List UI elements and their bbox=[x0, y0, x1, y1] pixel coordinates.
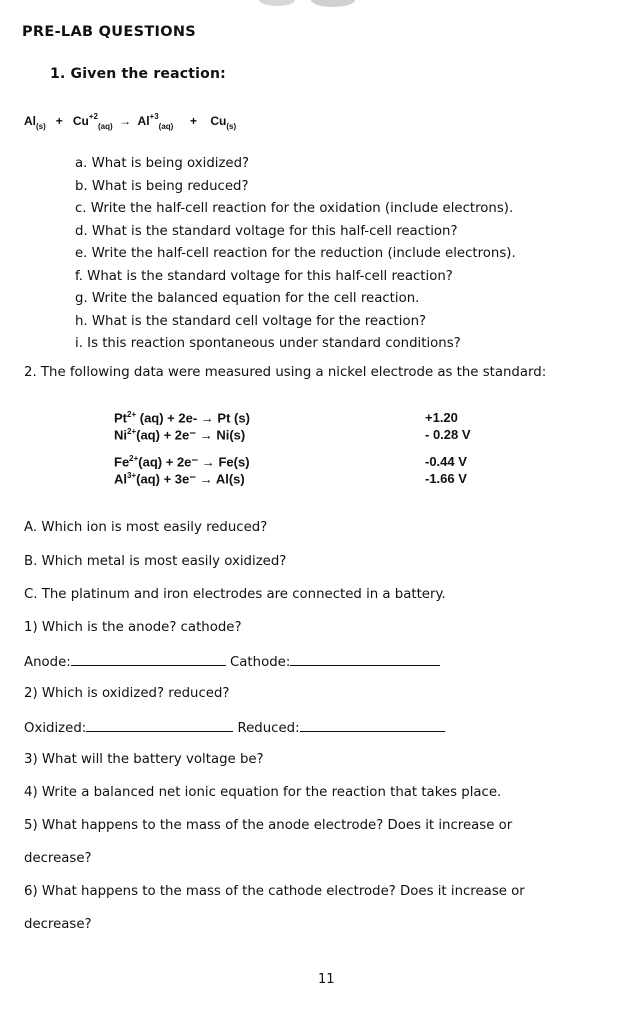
question-2c-4: 4) Write a balanced net ionic equation for the reaction that takes place. bbox=[24, 785, 502, 800]
anode-cathode-row bbox=[24, 653, 440, 670]
question-1-subquestions bbox=[75, 153, 516, 356]
subquestion-h: h. What is the standard cell voltage for the reaction? bbox=[75, 313, 427, 329]
subquestion-b: b. What is being reduced? bbox=[75, 178, 249, 194]
question-2c-5-line-2: decrease? bbox=[24, 851, 92, 866]
product-cu-state: (s) bbox=[226, 122, 237, 132]
plus-sign: + bbox=[190, 114, 198, 128]
cu-ion-state: (aq) bbox=[97, 122, 113, 132]
question-2c-6-line-1: 6) What happens to the mass of the cathode electrode? Does it increase or bbox=[24, 884, 525, 899]
half-reaction-pt bbox=[114, 410, 250, 425]
question-2c-1: 1) Which is the anode? cathode? bbox=[24, 620, 242, 635]
ion-charge: 2+ bbox=[127, 410, 137, 419]
reduced-label: Reduced: bbox=[237, 721, 300, 736]
oxidized-reduced-row bbox=[24, 719, 445, 736]
anode-label: Anode: bbox=[24, 655, 71, 670]
voltage-pt: +1.20 bbox=[425, 410, 458, 425]
question-2a: A. Which ion is most easily reduced? bbox=[24, 520, 268, 535]
question-2c-2: 2) Which is oxidized? reduced? bbox=[24, 686, 230, 701]
page-number: 11 bbox=[318, 972, 335, 987]
page-title: PRE-LAB QUESTIONS bbox=[22, 24, 197, 40]
oxidized-answer-blank[interactable] bbox=[86, 719, 233, 732]
subquestion-c: c. Write the half-cell reaction for the oxidation (include electrons). bbox=[75, 201, 514, 216]
product-cu: Cu bbox=[210, 114, 227, 128]
ion-charge: 2+ bbox=[127, 427, 137, 436]
half-reaction-text: (aq) + 2e⁻ → Ni(s) bbox=[136, 427, 246, 443]
plus-sign: + bbox=[55, 114, 63, 128]
top-decorative-logos bbox=[255, 0, 365, 8]
voltage-al: -1.66 V bbox=[425, 471, 467, 486]
al-ion-charge: +3 bbox=[149, 112, 159, 121]
anode-answer-blank[interactable] bbox=[71, 653, 226, 666]
subquestion-f: f. What is the standard voltage for this half-cell reaction? bbox=[75, 268, 453, 284]
half-reaction-text: (aq) + 2e- → Pt (s) bbox=[136, 410, 250, 426]
cathode-answer-blank[interactable] bbox=[290, 653, 440, 666]
reaction-arrow: → bbox=[119, 114, 132, 128]
product-al-ion: Al bbox=[137, 114, 150, 128]
ion-symbol: Al bbox=[114, 471, 127, 487]
question-2b: B. Which metal is most easily oxidized? bbox=[24, 554, 287, 569]
question-1-header bbox=[50, 66, 226, 82]
subquestion-d: d. What is the standard voltage for this half-cell reaction? bbox=[75, 223, 458, 239]
ion-charge: 3+ bbox=[127, 471, 137, 480]
reactant-al-state: (s) bbox=[36, 122, 46, 132]
question-2c-3: 3) What will the battery voltage be? bbox=[24, 752, 264, 767]
question-2c: C. The platinum and iron electrodes are connected in a battery. bbox=[24, 587, 446, 602]
half-reaction-text: (aq) + 2e⁻ → Fe(s) bbox=[138, 454, 250, 470]
ion-charge: 2+ bbox=[129, 454, 139, 463]
ion-symbol: Fe bbox=[114, 454, 130, 470]
question-1-number: 1. bbox=[50, 66, 66, 82]
half-reaction-al bbox=[114, 471, 245, 487]
subquestion-e: e. Write the half-cell reaction for the reduction (include electrons). bbox=[75, 246, 516, 261]
subquestion-g: g. Write the balanced equation for the cell reaction. bbox=[75, 291, 420, 306]
subquestion-i: i. Is this reaction spontaneous under standard conditions? bbox=[75, 336, 461, 351]
question-2-prompt: 2. The following data were measured using a nickel electrode as the standard: bbox=[24, 365, 547, 380]
subquestion-a: a. What is being oxidized? bbox=[75, 156, 250, 171]
voltage-fe: -0.44 V bbox=[425, 454, 467, 469]
half-reaction-text: (aq) + 3e⁻ → Al(s) bbox=[136, 471, 245, 487]
al-ion-state: (aq) bbox=[158, 122, 174, 132]
cu-ion-charge: +2 bbox=[88, 112, 98, 121]
question-2c-5-line-1: 5) What happens to the mass of the anode electrode? Does it increase or bbox=[24, 818, 513, 833]
reactant-cu-ion: Cu bbox=[72, 114, 89, 128]
question-1-prompt: Given the reaction: bbox=[70, 66, 226, 82]
reaction-equation bbox=[24, 113, 236, 130]
reduced-answer-blank[interactable] bbox=[300, 719, 445, 732]
half-reaction-fe bbox=[114, 454, 250, 470]
oxidized-label: Oxidized: bbox=[24, 721, 87, 736]
ion-symbol: Ni bbox=[114, 427, 127, 443]
reactant-al: Al bbox=[24, 114, 36, 128]
half-reaction-ni bbox=[114, 427, 245, 443]
voltage-ni: - 0.28 V bbox=[425, 427, 471, 442]
ion-symbol: Pt bbox=[114, 410, 127, 426]
question-2c-6-line-2: decrease? bbox=[24, 917, 92, 932]
cathode-label: Cathode: bbox=[230, 655, 291, 670]
